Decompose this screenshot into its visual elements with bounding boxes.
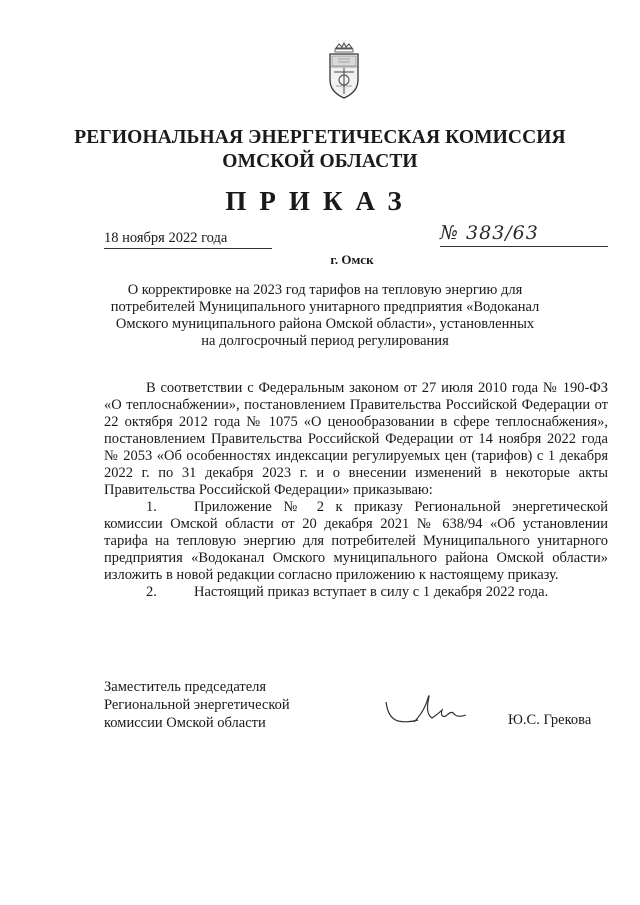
signer-position: [104, 678, 290, 732]
body-preamble: В соответствии с Федеральным законом от 27 июля 2010 года № 190-ФЗ «О теплоснабжении», постановлением Правительства Российской Федерации от 22 октября 2012 года № 1075 «О ценообразовании в сфере теплоснабжения», постановлением Правительства Российской Федерации от 14 ноября 2022 года № 2053 «Об особенностях индексации регулируемых цен (тарифов) с 1 декабря 2022 г. по 31 декабря 2023 г. и о внесении изменений в некоторые акты Правительства Российской Федерации» приказываю:: [104, 380, 608, 498]
document-number-underline: [440, 246, 608, 247]
body-item-2: [104, 584, 608, 601]
signer-position-line: Региональной энергетической: [104, 697, 290, 713]
signer-name: Ю.С. Грекова: [508, 712, 592, 728]
coat-of-arms-icon: [326, 42, 362, 100]
body-item-number: 1.: [146, 499, 157, 515]
body-item-1: [104, 499, 608, 584]
handwritten-signature: [384, 688, 468, 728]
issuer-line-2: ОМСКОЙ ОБЛАСТИ: [222, 151, 418, 172]
body-item-text: Настоящий приказ вступает в силу с 1 декабря 2022 года.: [194, 584, 549, 600]
document-body: [104, 380, 608, 601]
signer-position-line: комиссии Омской области: [104, 715, 266, 731]
issuer-line-1: РЕГИОНАЛЬНАЯ ЭНЕРГЕТИЧЕСКАЯ КОМИССИЯ: [74, 127, 566, 148]
body-item-number: 2.: [146, 584, 157, 600]
document-city: г. Омск: [330, 252, 374, 267]
document-subject: О корректировке на 2023 год тарифов на тепловую энергию для потребителей Муниципального унитарного предприятия «Водоканал Омского муниципального района Омской области», установленных на долгосрочный период регулирования: [110, 282, 540, 349]
document-type-title: ПРИКАЗ: [225, 186, 415, 216]
body-item-text: Приложение № 2 к приказу Региональной энергетической комиссии Омской области от 20 декабря 2021 № 638/94 «Об установлении тарифа на тепловую энергию для потребителей Муниципального унитарного предприятия «Водоканал Омского муниципального района Омской области» изложить в новой редакции согласно приложению к настоящему приказу.: [104, 499, 608, 583]
document-date: 18 ноября 2022 года: [104, 230, 272, 249]
signer-position-line: Заместитель председателя: [104, 679, 267, 695]
document-number: № 383/63: [440, 222, 539, 244]
